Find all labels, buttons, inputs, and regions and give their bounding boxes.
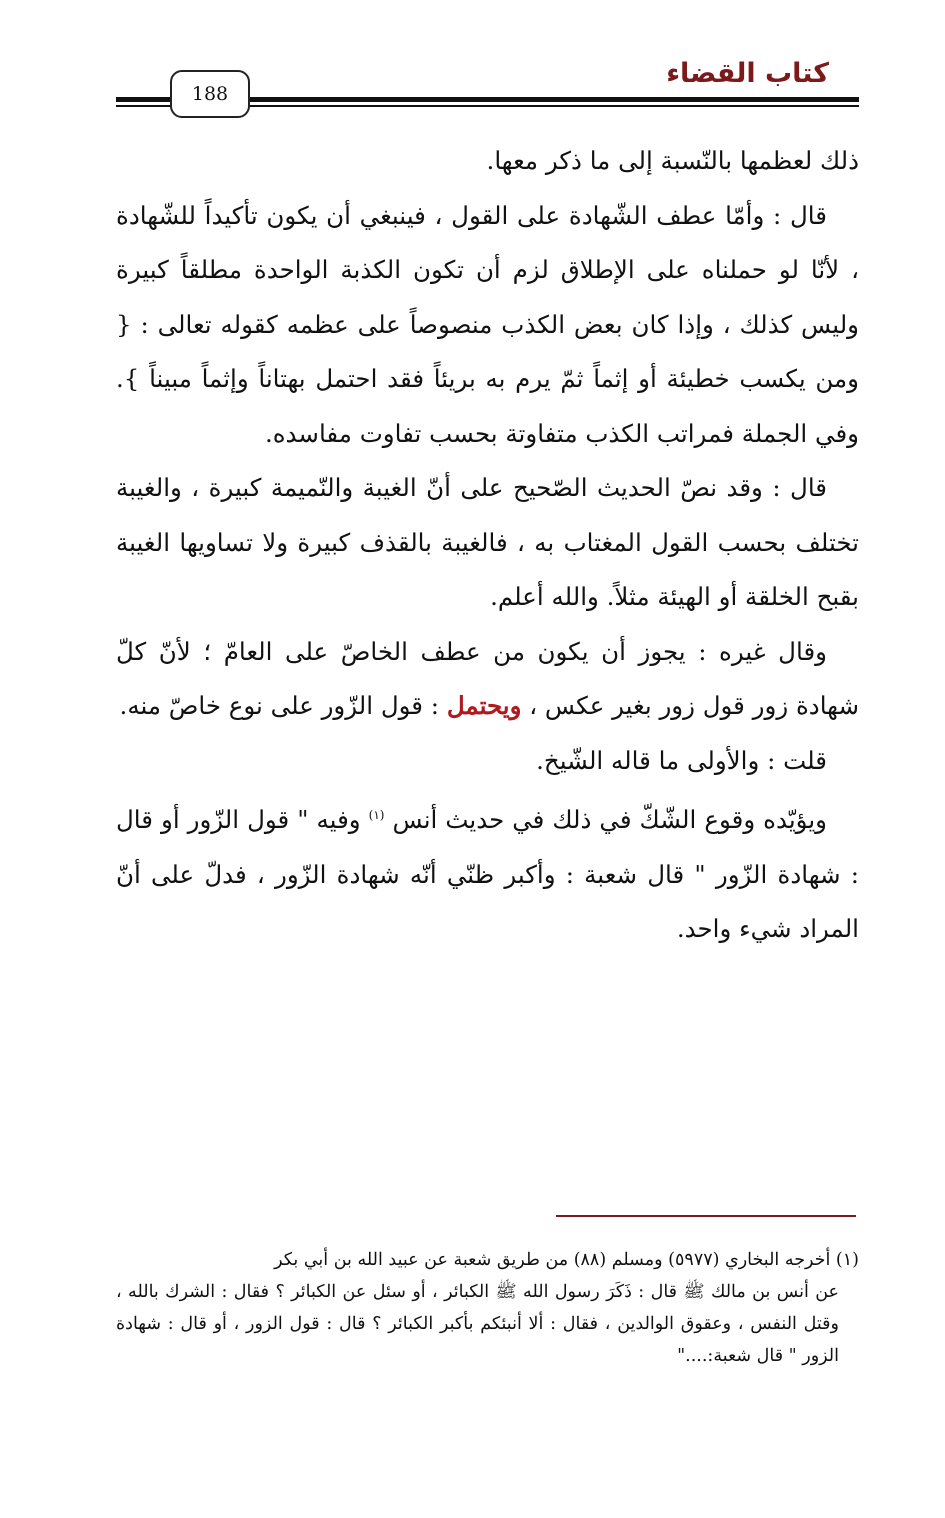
main-text <box>116 134 859 957</box>
chapter-title: كتاب القضاء <box>666 58 829 89</box>
paragraph-4-text-b: : قول الزّور على نوع خاصّ منه. <box>119 691 440 720</box>
paragraph-4-text-a: وقال غيره : يجوز أن يكون من عطف الخاصّ على العامّ ؛ لأنّ كلّ شهادة زور قول زور بغير عكس ، <box>116 636 859 720</box>
highlighted-word: ويحتمل <box>446 691 522 720</box>
footnote-reference[interactable]: (١) <box>368 808 385 822</box>
paragraph-6 <box>116 788 859 957</box>
footnote-continuation: عن أنس بن مالك ﷺ قال : ذَكَرَ رسول الله ﷺ الكبائر ، أو سئل عن الكبائر ؟ فقال : الشرك بالله ، وقتل النفس ، وعقوق الوالدين ، فقال : ألا أنبئكم بأكبر الكبائر ؟ قال : قول الزور ، أو قال : شهادة الزور " قال شعبة:...." <box>116 1282 839 1366</box>
paragraph-6-text-a: ويؤيّده وقوع الشّكّ في ذلك في حديث أنس <box>392 805 827 835</box>
paragraph-5: قلت : والأولى ما قاله الشّيخ. <box>536 745 827 775</box>
page-number-badge: 188 <box>170 70 250 118</box>
footnote <box>116 1244 859 1372</box>
paragraph-3: قال : وقد نصّ الحديث الصّحيح على أنّ الغيبة والنّميمة كبيرة ، والغيبة تختلف بحسب القول المغتاب به ، فالغيبة بالقذف كبيرة ولا تساويها الغيبة بقبح الخلقة أو الهيئة مثلاً. والله أعلم. <box>116 473 859 611</box>
footnote-line-1: (١) أخرجه البخاري (٥٩٧٧) ومسلم (٨٨) من طريق شعبة عن عبيد الله بن أبي بكر <box>274 1250 859 1270</box>
paragraph-1: ذلك لعظمها بالنّسبة إلى ما ذكر معها. <box>486 146 859 175</box>
paragraph-4 <box>116 625 859 734</box>
paragraph-2: قال : وأمّا عطف الشّهادة على القول ، فينبغي أن يكون تأكيداً للشّهادة ، لأنّا لو حملناه على الإطلاق لزم أن تكون الكذبة الواحدة مطلقاً كبيرة وليس كذلك ، وإذا كان بعض الكذب منصوصاً على عظمه كقوله تعالى : { ومن يكسب خطيئة أو إثماً ثمّ يرم به بريئاً فقد احتمل بهتاناً وإثماً مبيناً }. وفي الجملة فمراتب الكذب متفاوتة بحسب تفاوت مفاسده. <box>116 200 859 448</box>
footnote-separator <box>556 1215 856 1217</box>
paragraph-6-text-b: وفيه " قول الزّور أو قال : شهادة الزّور " قال شعبة : وأكبر ظنّي أنّه شهادة الزّور ، فدلّ على أنّ المراد شيء واحد. <box>116 805 859 944</box>
